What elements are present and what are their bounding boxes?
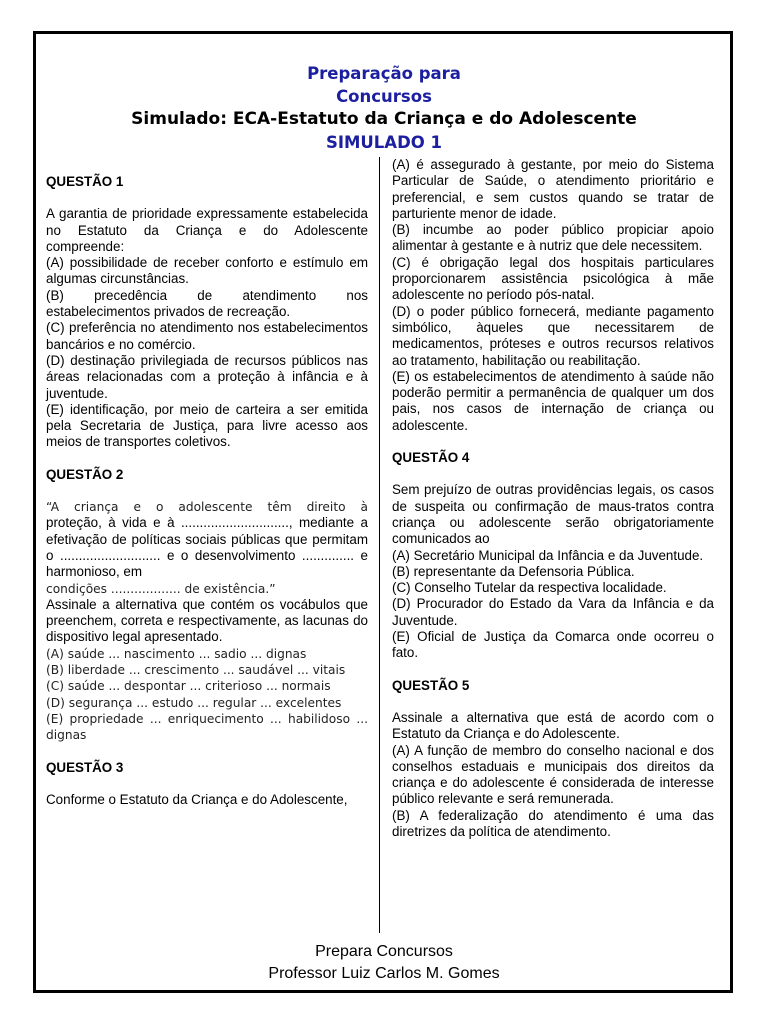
- question-2-quote-body: proteção, à vida e à ............................., mediante a efetivação de políticas sociais públicas que permitam o ........................... e o desenvolvimento .............. e harmonioso, em: [46, 515, 368, 580]
- spacer: [46, 744, 368, 760]
- header-line-2: Concursos: [336, 87, 432, 106]
- question-3-option-c: (C) é obrigação legal dos hospitais particulares proporcionarem assistência psicológica à mãe adolescente no período pós-natal.: [392, 254, 714, 303]
- document-footer: [36, 941, 732, 985]
- question-3-option-a: (A) é assegurado à gestante, por meio do Sistema Particular de Saúde, o atendimento prioritário e preferencial, e sem custos quando se tratar de parturiente menor de idade.: [392, 157, 714, 221]
- question-4-option-e: (E) Oficial de Justiça da Comarca onde ocorreu o fato.: [392, 629, 714, 661]
- question-1-title: QUESTÃO 1: [46, 174, 124, 189]
- document-header: [36, 62, 732, 154]
- question-2-option-e: (E) propriedade ... enriquecimento ... habilidoso ... dignas: [46, 711, 368, 743]
- question-4-title: QUESTÃO 4: [392, 450, 470, 466]
- column-divider: [379, 157, 380, 933]
- question-2-option-a: (A) saúde ... nascimento ... sadio ... dignas: [46, 646, 307, 661]
- question-5-stem: Assinale a alternativa que está de acordo com o Estatuto da Criança e do Adolescente.: [392, 709, 714, 742]
- question-3-option-e: (E) os estabelecimentos de atendimento à saúde não poderão permitir a permanência de qualquer um dos pais, nos casos de internação de criança ou adolescente.: [392, 368, 714, 433]
- document-title: Simulado: ECA-Estatuto da Criança e do Adolescente: [131, 109, 637, 129]
- question-1-option-d: (D) destinação privilegiada de recursos públicos nas áreas relacionadas com a proteção à infância e à juventude.: [46, 352, 368, 401]
- spacer: [392, 466, 714, 482]
- question-4-option-a: (A) Secretário Municipal da Infância e da Juventude.: [392, 547, 704, 563]
- simulado-label: SIMULADO 1: [325, 133, 443, 152]
- question-1-option-c: (C) preferência no atendimento nos estabelecimentos bancários e no comércio.: [46, 320, 368, 352]
- question-2-quote-end: condições .................. de existência.”: [46, 581, 276, 596]
- question-3-option-b: (B) incumbe ao poder público propiciar apoio alimentar à gestante e à nutriz que dele necessitem.: [392, 222, 714, 254]
- question-5-option-a: (A) A função de membro do conselho nacional e dos conselhos estaduais e municipais dos direitos da criança e do adolescente é considerada de interesse público relevante e será remunerada.: [392, 742, 714, 807]
- footer-author: Professor Luiz Carlos M. Gomes: [268, 965, 500, 982]
- question-1-stem: A garantia de prioridade expressamente estabelecida no Estatuto da Criança e do Adolescente compreende:: [46, 206, 368, 254]
- question-2-instruction: Assinale a alternativa que contém os vocábulos que preenchem, correta e respectivamente, as lacunas do dispositivo legal apresentado.: [46, 596, 368, 645]
- spacer: [46, 776, 368, 792]
- question-3-stem: Conforme o Estatuto da Criança e do Adolescente,: [46, 791, 348, 807]
- question-3-option-d: (D) o poder público fornecerá, mediante pagamento simbólico, àqueles que necessitarem de medicamentos, próteses e outros recursos relativos ao tratamento, habilitação ou reabilitação.: [392, 303, 714, 368]
- footer-brand: Prepara Concursos: [315, 943, 453, 960]
- question-1-option-a: (A) possibilidade de receber conforto e estímulo em algumas circunstâncias.: [46, 255, 368, 287]
- question-1-option-e: (E) identificação, por meio de carteira a ser emitida pela Secretaria de Justiça, para livre acesso aos meios de transportes coletivos.: [46, 401, 368, 450]
- header-line-1: Preparação para: [307, 64, 461, 83]
- question-5-title: QUESTÃO 5: [392, 677, 470, 693]
- question-4-option-b: (B) representante da Defensoria Pública.: [392, 563, 635, 579]
- spacer: [46, 190, 368, 206]
- spacer: [392, 694, 714, 710]
- question-4-stem: Sem prejuízo de outras providências legais, os casos de suspeita ou confirmação de maus-tratos contra criança ou adolescente serão obrigatoriamente comunicados ao: [392, 482, 714, 547]
- question-2-option-c: (C) saúde ... despontar ... criterioso ... normais: [46, 679, 331, 694]
- right-column: [392, 157, 714, 840]
- left-column: [46, 174, 368, 808]
- question-2-option-b: (B) liberdade ... crescimento ... saudável ... vitais: [46, 663, 346, 678]
- question-2-quote-start: “A criança e o adolescente têm direito à: [46, 500, 368, 515]
- question-2-option-d: (D) segurança ... estudo ... regular ... excelentes: [46, 695, 342, 710]
- spacer: [46, 483, 368, 499]
- question-1-option-b: (B) precedência de atendimento nos estabelecimentos privados de recreação.: [46, 287, 368, 320]
- question-2-title: QUESTÃO 2: [46, 466, 124, 482]
- question-5-option-b: (B) A federalização do atendimento é uma das diretrizes da política de atendimento.: [392, 807, 714, 839]
- spacer: [392, 434, 714, 450]
- question-3-title: QUESTÃO 3: [46, 759, 124, 775]
- spacer: [392, 662, 714, 678]
- question-4-option-d: (D) Procurador do Estado da Vara da Infância e da Juventude.: [392, 596, 714, 628]
- spacer: [46, 451, 368, 467]
- question-4-option-c: (C) Conselho Tutelar da respectiva localidade.: [392, 580, 667, 596]
